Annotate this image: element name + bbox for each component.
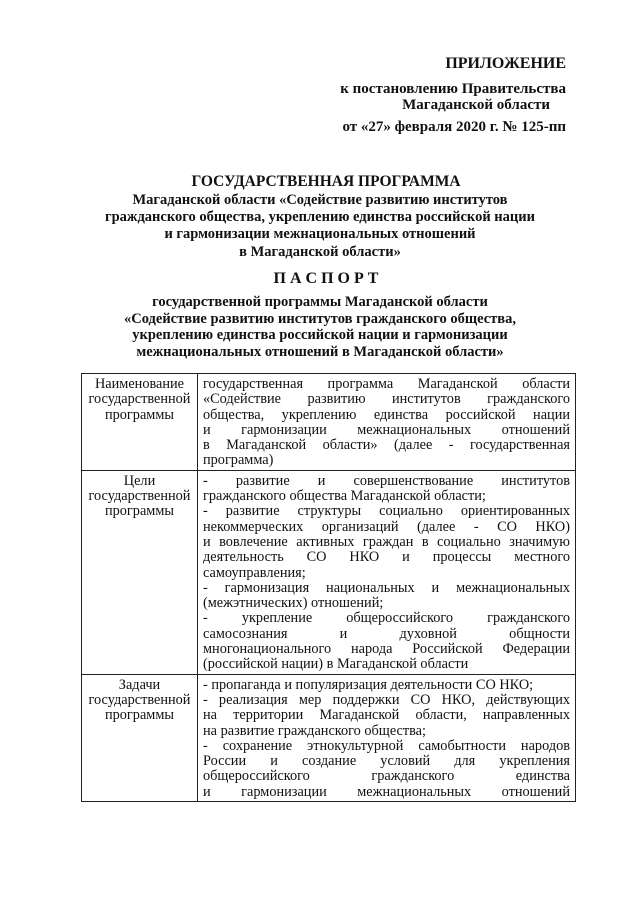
row-value-line: на территории Магаданской области, направленных bbox=[203, 707, 570, 724]
row-value-line: деятельность СО НКО и процессы местного bbox=[203, 549, 570, 566]
row-label-line: государственной bbox=[88, 391, 191, 408]
row-value-line: самосознания и духовной общности bbox=[203, 625, 570, 642]
row-label-line: программы bbox=[104, 503, 174, 520]
table-row bbox=[82, 470, 576, 674]
row-value-line: - гармонизация национальных и межнациональных bbox=[203, 579, 570, 596]
row-value-line: многонационального народа Российской Федерации bbox=[203, 641, 570, 658]
row-value-line: некоммерческих организаций (далее - СО НКО) bbox=[203, 518, 570, 535]
row-value-line: в Магаданской области» (далее - государственная bbox=[203, 437, 570, 454]
row-value-name bbox=[198, 374, 576, 471]
passport-subtitle-line: межнациональных отношений в Магаданской области» bbox=[136, 343, 504, 360]
row-value-line: программа) bbox=[203, 452, 274, 469]
table-row bbox=[82, 674, 576, 801]
row-value-line: России и создание условий для укрепления bbox=[203, 753, 570, 770]
row-value-line: и гармонизации межнациональных отношений bbox=[203, 783, 570, 800]
row-value-line: - укрепление общероссийского гражданского bbox=[203, 610, 570, 627]
row-value-line: - пропаганда и популяризация деятельности СО НКО; bbox=[203, 676, 534, 693]
row-label-line: Цели bbox=[123, 472, 156, 489]
row-label-line: государственной bbox=[88, 691, 191, 708]
passport-subtitle-line: «Содействие развитию институтов гражданского общества, bbox=[124, 310, 516, 327]
row-label-line: программы bbox=[104, 406, 174, 423]
program-name-line: Магаданской области «Содействие развитию институтов bbox=[132, 192, 508, 208]
row-value-line: и гармонизации межнациональных отношений bbox=[203, 421, 570, 438]
passport-subtitle-line: укреплению единства российской нации и гармонизации bbox=[132, 327, 508, 343]
program-title: ГОСУДАРСТВЕННАЯ ПРОГРАММА bbox=[191, 173, 461, 190]
passport-title: П А С П О Р Т bbox=[273, 270, 379, 287]
row-value-line: государственная программа Магаданской области bbox=[203, 376, 570, 392]
passport-table bbox=[81, 373, 576, 802]
row-value-line: самоуправления; bbox=[203, 564, 306, 581]
row-label-line: программы bbox=[104, 707, 174, 724]
row-label-name bbox=[82, 374, 198, 471]
appendix-resolution-line: к постановлению Правительства bbox=[340, 81, 566, 97]
program-name bbox=[0, 192, 640, 261]
program-name-line: гражданского общества, укреплению единства российской нации bbox=[105, 209, 535, 226]
row-value-line: - развитие структуры социально ориентированных bbox=[203, 503, 570, 520]
row-label-tasks bbox=[82, 674, 198, 801]
table-row bbox=[82, 374, 576, 471]
row-value-line: «Содействие развитию институтов гражданского bbox=[203, 391, 570, 408]
row-value-line: гражданского общества Магаданской области; bbox=[203, 488, 486, 505]
row-value-goals bbox=[198, 470, 576, 674]
passport-subtitle-line: государственной программы Магаданской области bbox=[152, 294, 488, 310]
row-label-line: государственной bbox=[88, 488, 191, 505]
program-name-line: в Магаданской области» bbox=[239, 243, 401, 260]
row-value-line: и вовлечение активных граждан в социально значимую bbox=[203, 533, 570, 550]
appendix-region-line: Магаданской области bbox=[402, 97, 550, 113]
row-value-tasks bbox=[198, 674, 576, 801]
appendix-title: ПРИЛОЖЕНИЕ bbox=[445, 55, 566, 72]
passport-subtitle bbox=[0, 294, 640, 360]
row-value-line: - развитие и совершенствование институтов bbox=[203, 472, 570, 489]
row-label-line: Наименование bbox=[94, 376, 185, 392]
row-label-line: Задачи bbox=[118, 676, 161, 693]
program-name-line: и гармонизации межнациональных отношений bbox=[164, 226, 476, 243]
row-value-line: (межэтнических) отношений; bbox=[203, 595, 384, 612]
row-label-goals bbox=[82, 470, 198, 674]
row-value-line: - сохранение этнокультурной самобытности народов bbox=[203, 737, 570, 754]
row-value-line: (российской нации) в Магаданской области bbox=[203, 656, 469, 673]
row-value-line: общества, укреплению единства российской нации bbox=[203, 406, 570, 423]
row-value-line: общероссийского гражданского единства bbox=[203, 768, 570, 785]
row-value-line: на развитие гражданского общества; bbox=[203, 722, 426, 739]
row-value-line: - реализация мер поддержки СО НКО, действующих bbox=[203, 691, 570, 708]
appendix-date-line: от «27» февраля 2020 г. № 125-пп bbox=[342, 119, 566, 135]
